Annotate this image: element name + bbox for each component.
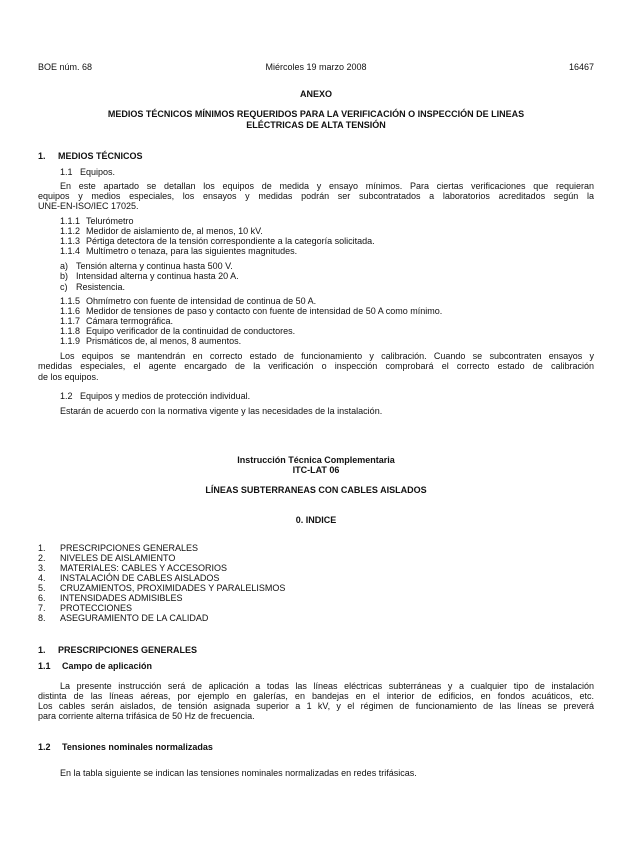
subsection-number: 1.2 (60, 391, 73, 401)
list-item-text: Medidor de aislamiento de, al menos, 10 kV. (86, 226, 263, 236)
index-item-text: MATERIALES: CABLES Y ACCESORIOS (60, 563, 228, 573)
index-title: 0. INDICE (295, 515, 337, 525)
itc-heading: Instrucción Técnica Complementaria (237, 455, 395, 465)
paragraph-line: distinta de las líneas aéreas, por ejemplo en galerías, en bandejas en el interior de edificios, en fondos acuáticos, etc. (38, 691, 594, 701)
subsection-title: Equipos y medios de protección individual. (80, 391, 251, 401)
index-item-text: PROTECCIONES (60, 603, 133, 613)
index-item-number: 2. (38, 553, 46, 563)
letter-item-label: c) (60, 282, 68, 292)
paragraph-line: La presente instrucción será de aplicación a todas las líneas eléctricas subterráneas y a cualquier tipo de instalación (60, 681, 594, 691)
index-item-text: INSTALACIÓN DE CABLES AISLADOS (60, 573, 220, 583)
index-item-text: PRESCRIPCIONES GENERALES (60, 543, 199, 553)
list-item-number: 1.1.2 (60, 226, 81, 236)
index-item-text: CRUZAMIENTOS, PROXIMIDADES Y PARALELISMOS (60, 583, 286, 593)
paragraph-line: para corriente alterna trifásica de 50 Hz de frecuencia. (38, 711, 255, 721)
index-item-number: 4. (38, 573, 46, 583)
annex-subtitle-line: ELÉCTRICAS DE ALTA TENSIÓN (246, 120, 386, 130)
subsection-title: Equipos. (80, 167, 116, 177)
letter-item-text: Intensidad alterna y continua hasta 20 A. (76, 271, 239, 281)
paragraph-line: de los equipos. (38, 372, 99, 382)
index-item-number: 8. (38, 613, 46, 623)
subsection-number: 1.1 (60, 167, 73, 177)
subsection-title: Campo de aplicación (62, 661, 153, 671)
header-publication: BOE núm. 68 (38, 62, 93, 72)
annex-subtitle-line: MEDIOS TÉCNICOS MÍNIMOS REQUERIDOS PARA LA VERIFICACIÓN O INSPECCIÓN DE LINEAS (107, 109, 525, 119)
subsection-number: 1.1 (38, 661, 51, 671)
list-item-text: Cámara termográfica. (86, 316, 174, 326)
paragraph-line: UNE-EN-ISO/IEC 17025. (38, 201, 139, 211)
paragraph-line: medidas especiales, el agente encargado de la verificación o inspección comprobará el correcto estado de calibración (38, 361, 594, 371)
list-item-number: 1.1.3 (60, 236, 81, 246)
itc-title: LÍNEAS SUBTERRANEAS CON CABLES AISLADOS (205, 485, 427, 495)
list-item-number: 1.1.7 (60, 316, 81, 326)
header-page-number: 16467 (568, 62, 594, 72)
list-item-text: Medidor de tensiones de paso y contacto con fuente de intensidad de 50 A como mínimo. (86, 306, 443, 316)
list-item-number: 1.1.4 (60, 246, 81, 256)
paragraph-line: En este apartado se detallan los equipos de medida y ensayo mínimos. Para ciertas verificaciones que requieran (60, 181, 594, 191)
annex-title: ANEXO (299, 89, 332, 99)
paragraph-line: Los cables serán aislados, de tensión asignada superior a 1 kV, y el régimen de funcionamiento de las líneas se preverá (38, 701, 594, 711)
letter-item-text: Tensión alterna y continua hasta 500 V. (76, 261, 233, 271)
list-item-number: 1.1.8 (60, 326, 81, 336)
section-number: 1. (38, 151, 46, 161)
letter-item-text: Resistencia. (76, 282, 126, 292)
paragraph-line: En la tabla siguiente se indican las tensiones nominales normalizadas en redes trifásicas. (60, 768, 417, 778)
list-item-number: 1.1.9 (60, 336, 81, 346)
index-item-number: 3. (38, 563, 46, 573)
list-item-text: Ohmímetro con fuente de intensidad de continua de 50 A. (86, 296, 317, 306)
section-number: 1. (38, 645, 46, 655)
index-item-text: NIVELES DE AISLAMIENTO (60, 553, 176, 563)
list-item-number: 1.1.6 (60, 306, 81, 316)
subsection-title: Tensiones nominales normalizadas (62, 742, 213, 752)
paragraph-line: Estarán de acuerdo con la normativa vigente y las necesidades de la instalación. (60, 406, 383, 416)
letter-item-label: a) (60, 261, 69, 271)
list-item-number: 1.1.1 (60, 216, 81, 226)
list-item-number: 1.1.5 (60, 296, 81, 306)
letter-item-label: b) (60, 271, 69, 281)
subsection-number: 1.2 (38, 742, 51, 752)
section-title: PRESCRIPCIONES GENERALES (58, 645, 198, 655)
list-item-text: Equipo verificador de la continuidad de conductores. (86, 326, 296, 336)
list-item-text: Pértiga detectora de la tensión correspondiente a la categoría solicitada. (86, 236, 375, 246)
section-title: MEDIOS TÉCNICOS (58, 151, 143, 161)
header-date: Miércoles 19 marzo 2008 (265, 62, 367, 72)
index-item-number: 5. (38, 583, 46, 593)
list-item-text: Prismáticos de, al menos, 8 aumentos. (86, 336, 242, 346)
index-item-number: 1. (38, 543, 46, 553)
itc-code: ITC-LAT 06 (292, 465, 340, 475)
paragraph-line: equipos y medios especiales, los ensayos y medidas podrán ser subcontratados a laboratorios acreditados según la (38, 191, 594, 201)
paragraph-line: Los equipos se mantendrán en correcto estado de funcionamiento y calibración. Cuando se subcontraten ensayos y (60, 351, 594, 361)
index-item-number: 6. (38, 593, 46, 603)
list-item-text: Telurómetro (86, 216, 134, 226)
list-item-text: Multímetro o tenaza, para las siguientes magnitudes. (86, 246, 298, 256)
index-item-number: 7. (38, 603, 46, 613)
index-item-text: ASEGURAMIENTO DE LA CALIDAD (60, 613, 209, 623)
index-item-text: INTENSIDADES ADMISIBLES (60, 593, 183, 603)
